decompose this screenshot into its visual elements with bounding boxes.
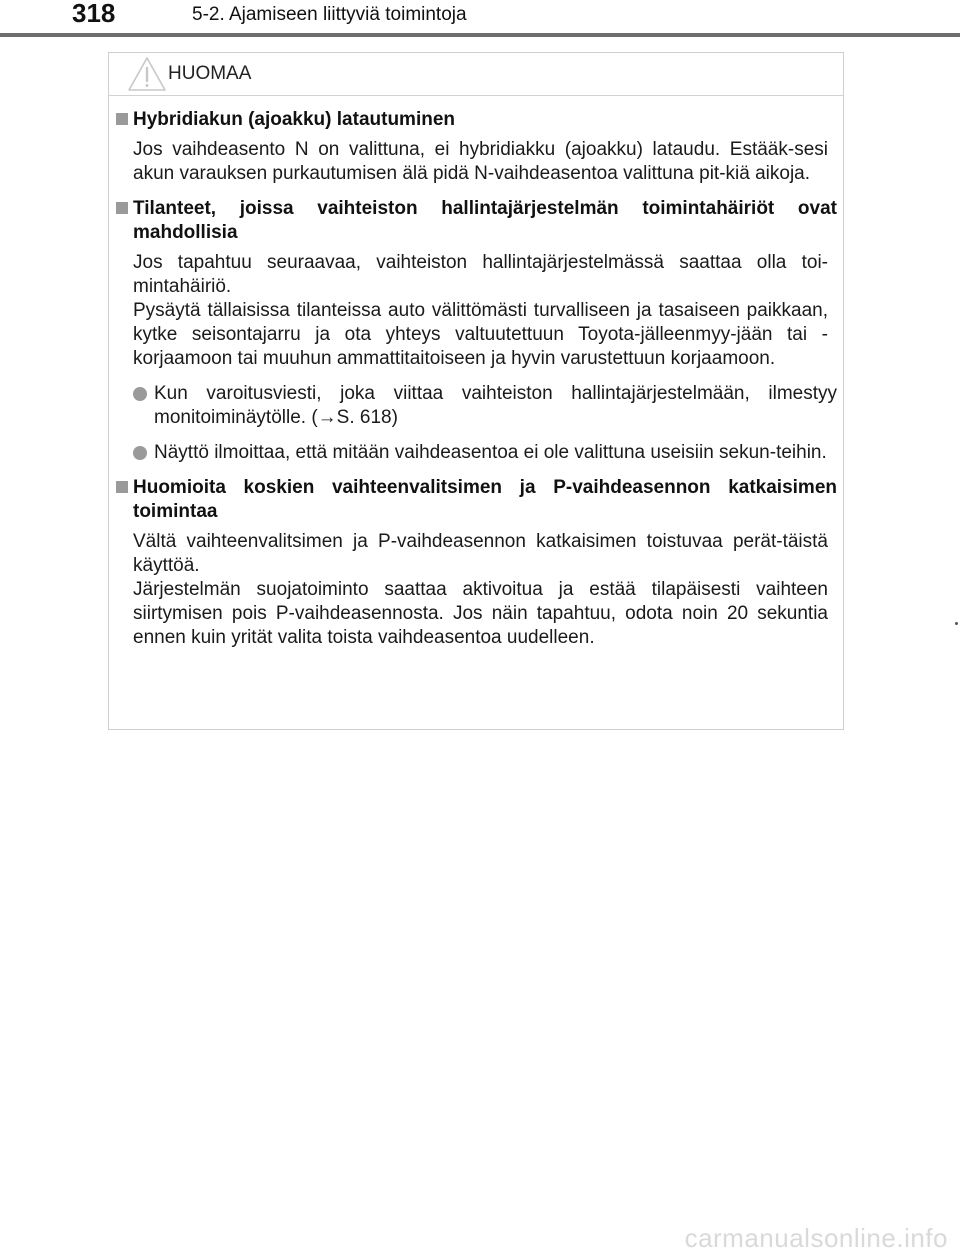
section-heading — [109, 197, 843, 245]
list-item — [109, 441, 843, 465]
warning-triangle-icon — [127, 56, 167, 92]
header-rule — [0, 33, 960, 37]
notice-header — [109, 53, 843, 96]
square-bullet-icon — [116, 481, 128, 493]
notice-section-transmission-malfunction — [109, 197, 843, 465]
section-paragraph: Järjestelmän suojatoiminto saattaa aktivoitua ja estää tilapäisesti vaihteen siirtymisen pois P-vaihdeasennosta. Jos näin tapahtuu, odota noin 20 sekuntia ennen kuin yrität valita toista vaihdeasentoa uudelleen. — [133, 579, 828, 648]
square-bullet-icon — [116, 113, 128, 125]
section-paragraph: Vältä vaihteenvalitsimen ja P-vaihdeasennon katkaisimen toistuvaa perät-täistä käyttöä. — [133, 531, 828, 576]
list-item — [109, 382, 843, 430]
square-bullet-icon — [116, 202, 128, 214]
section-heading-text: Tilanteet, joissa vaihteiston hallintajärjestelmän toimintahäiriöt ovat mahdollisia — [133, 198, 837, 243]
section-heading-text: Huomioita koskien vaihteenvalitsimen ja P-vaihdeasennon katkaisimen toimintaa — [133, 477, 837, 522]
section-title: 5-2. Ajamiseen liittyviä toimintoja — [192, 4, 467, 25]
section-paragraph: Pysäytä tällaisissa tilanteissa auto välittömästi turvalliseen ja tasaiseen paikkaan, kytke seisontajarru ja ota yhteys valtuutettuun Toyota-jälleenmyy-jään tai -korjaamoon tai muuhun ammattitaitoiseen ja hyvin varustettuun korjaamoon. — [133, 300, 828, 369]
round-bullet-icon — [133, 387, 147, 401]
section-heading-text: Hybridiakun (ajoakku) latautuminen — [133, 109, 455, 130]
section-paragraph: Jos tapahtuu seuraavaa, vaihteiston hallintajärjestelmässä saattaa olla toi-mintahäiriö. — [133, 252, 828, 297]
watermark: carmanualsonline.info — [684, 1223, 948, 1253]
list-item-text: Kun varoitusviesti, joka viittaa vaihteiston hallintajärjestelmään, ilmestyy monitoiminäytölle. (→S. 618) — [154, 383, 837, 428]
page-header — [0, 0, 960, 36]
round-bullet-icon — [133, 446, 147, 460]
section-heading — [109, 108, 843, 132]
notice-box — [108, 52, 844, 730]
section-heading — [109, 476, 843, 524]
section-paragraph: Jos vaihdeasento N on valittuna, ei hybridiakku (ajoakku) lataudu. Estääk-sesi akun varauksen purkautumisen älä pidä N-vaihdeasentoa valittuna pit-kiä aikoja. — [133, 139, 828, 184]
page-number: 318 — [72, 0, 116, 28]
list-item-text: Näyttö ilmoittaa, että mitään vaihdeasentoa ei ole valittuna useisiin sekun-teihin. — [154, 442, 827, 463]
notice-section-shift-lever — [109, 476, 843, 650]
notice-section-battery-charging — [109, 108, 843, 186]
notice-body — [109, 108, 843, 661]
notice-label: HUOMAA — [168, 63, 252, 84]
page-edge-mark — [955, 622, 958, 625]
